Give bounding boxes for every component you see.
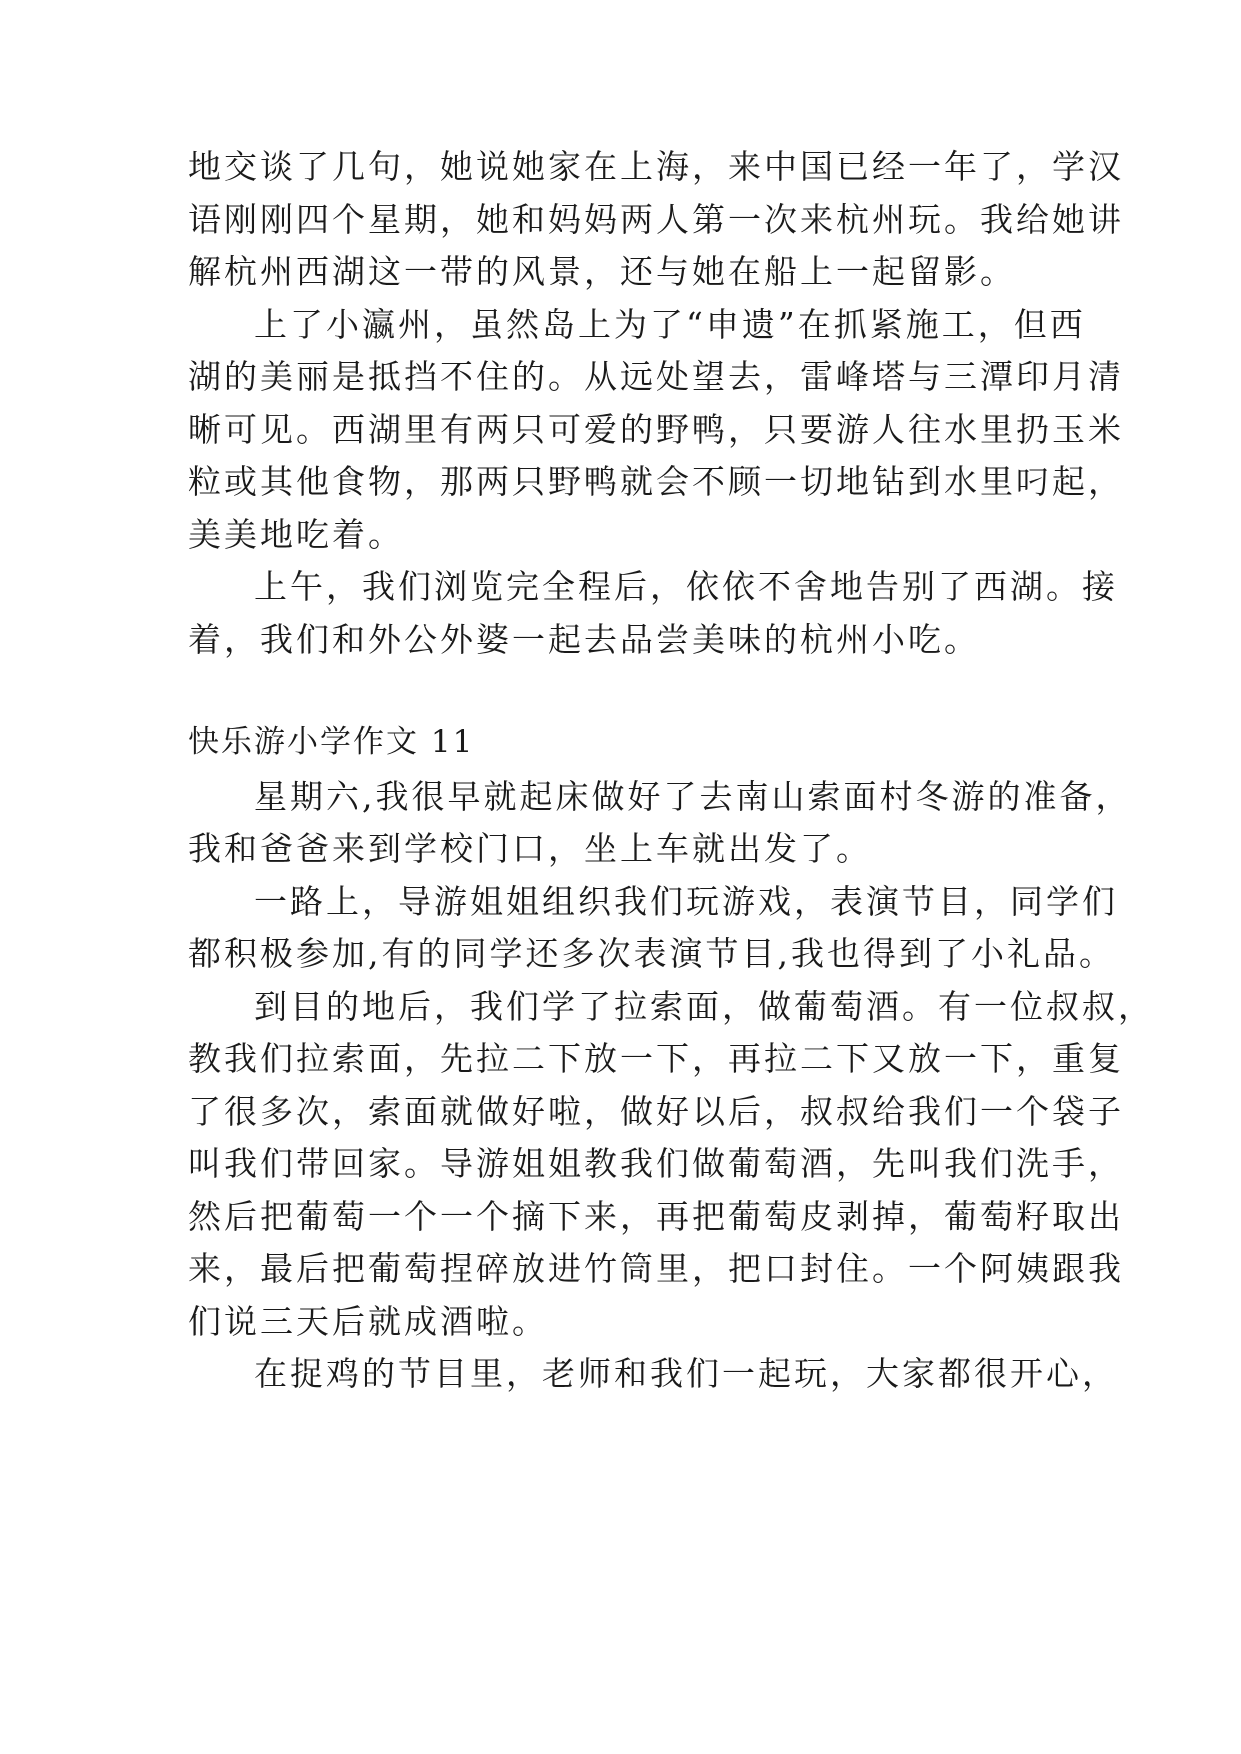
- text-line: 然后把葡萄一个一个摘下来，再把葡萄皮剥掉，葡萄籽取出: [188, 1197, 1124, 1236]
- text-line: 美美地吃着。: [188, 515, 404, 554]
- paragraph-first-line: 到目的地后，我们学了拉索面，做葡萄酒。有一位叔叔，: [254, 987, 1154, 1026]
- paragraph-first-line: 上了小瀛州，虽然岛上为了“申遗”在抓紧施工，但西: [254, 305, 1086, 344]
- paragraph-first-line: 上午，我们浏览完全程后，依依不舍地告别了西湖。接: [254, 567, 1118, 606]
- paragraph-first-line: 星期六,我很早就起床做好了去南山索面村冬游的准备，: [254, 777, 1132, 816]
- text-line: 叫我们带回家。导游姐姐教我们做葡萄酒，先叫我们洗手，: [188, 1144, 1124, 1183]
- text-line: 湖的美丽是抵挡不住的。从远处望去，雷峰塔与三潭印月清: [188, 357, 1124, 396]
- text-line: 解杭州西湖这一带的风景，还与她在船上一起留影。: [188, 252, 1016, 291]
- paragraph-first-line: 一路上，导游姐姐组织我们玩游戏，表演节目，同学们: [254, 882, 1118, 921]
- text-line: 地交谈了几句，她说她家在上海，来中国已经一年了，学汉: [188, 147, 1124, 186]
- text-line: 教我们拉索面，先拉二下放一下，再拉二下又放一下，重复: [188, 1039, 1124, 1078]
- text-line: 着，我们和外公外婆一起去品尝美味的杭州小吃。: [188, 620, 980, 659]
- text-line: 了很多次，索面就做好啦，做好以后，叔叔给我们一个袋子: [188, 1092, 1124, 1131]
- text-line: 来，最后把葡萄捏碎放进竹筒里，把口封住。一个阿姨跟我: [188, 1249, 1124, 1288]
- text-line: 粒或其他食物，那两只野鸭就会不顾一切地钻到水里叼起，: [188, 462, 1124, 501]
- text-line: 都积极参加,有的同学还多次表演节目,我也得到了小礼品。: [188, 934, 1115, 973]
- text-line: 晰可见。西湖里有两只可爱的野鸭，只要游人往水里扔玉米: [188, 410, 1124, 449]
- paragraph-first-line: 在捉鸡的节目里，老师和我们一起玩，大家都很开心，: [254, 1354, 1118, 1393]
- text-line: 我和爸爸来到学校门口，坐上车就出发了。: [188, 829, 872, 868]
- text-line: 们说三天后就成酒啦。: [188, 1302, 548, 1341]
- text-line: 语刚刚四个星期，她和妈妈两人第一次来杭州玩。我给她讲: [188, 200, 1124, 239]
- essay-title: 快乐游小学作文 11: [188, 724, 475, 760]
